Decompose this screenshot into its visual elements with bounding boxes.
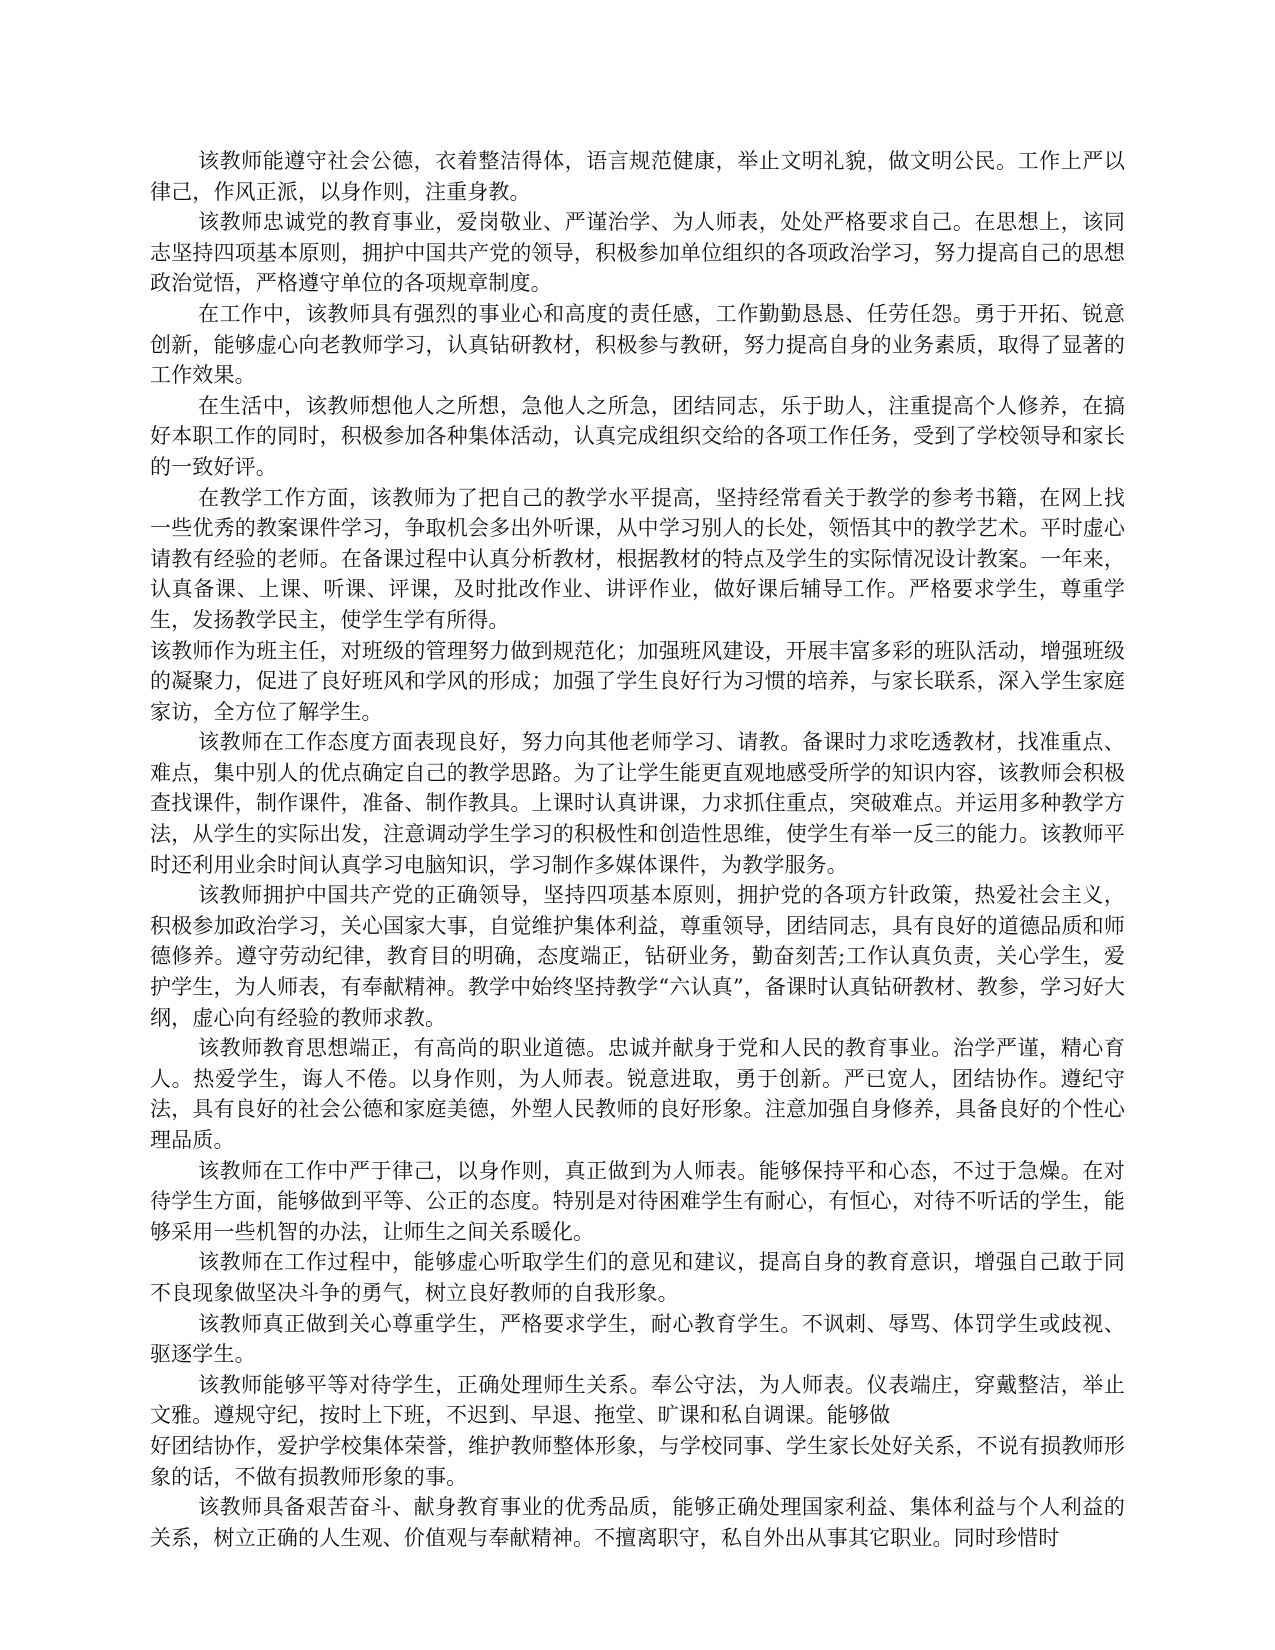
paragraph-self-discipline: 该教师在工作中严于律己，以身作则，真正做到为人师表。能够保持平和心态，不过于急燥。在对待学生方面，能够做到平等、公正的态度。特别是对待困难学生有耐心，有恒心，对待不听话的学生，能够采用一些机智的办法，让师生之间关系暖化。	[150, 1158, 1125, 1244]
paragraph-party-support: 该教师拥护中国共产党的正确领导，坚持四项基本原则，拥护党的各项方针政策，热爱社会主义，积极参加政治学习，关心国家大事，自觉维护集体利益，尊重领导，团结同志，具有良好的道德品质和师德修养。遵守劳动纪律，教育目的明确，态度端正，钻研业务，勤奋刻苦;工作认真负责，关心学生，爱护学生，为人师表，有奉献精神。教学中始终坚持教学“六认真”，备课时认真钻研教材、教参，学习好大纲，虚心向有经验的教师求教。	[150, 883, 1125, 1030]
paragraph-daily-life: 在生活中，该教师想他人之所想，急他人之所急，团结同志，乐于助人，注重提高个人修养，在搞好本职工作的同时，积极参加各种集体活动，认真完成组织交给的各项工作任务，受到了学校领导和家长的一致好评。	[150, 393, 1125, 479]
paragraph-teaching-work: 在教学工作方面，该教师为了把自己的教学水平提高，坚持经常看关于教学的参考书籍，在网上找一些优秀的教案课件学习，争取机会多出外听课，从中学习别人的长处，领悟其中的教学艺术。平时虚心请教有经验的老师。在备课过程中认真分析教材，根据教材的特点及学生的实际情况设计教案。一年来，认真备课、上课、听课、评课，及时批改作业、讲评作业，做好课后辅导工作。严格要求学生，尊重学生，发扬教学民主，使学生学有所得。	[150, 485, 1125, 632]
paragraph-dedication: 该教师具备艰苦奋斗、献身教育事业的优秀品质，能够正确处理国家利益、集体利益与个人利益的关系，树立正确的人生观、价值观与奉献精神。不擅离职守，私自外出从事其它职业。同时珍惜时	[150, 1495, 1125, 1550]
paragraph-work-attitude: 在工作中，该教师具有强烈的事业心和高度的责任感，工作勤勤恳恳、任劳任怨。勇于开拓、锐意创新，能够虚心向老教师学习，认真钻研教材，积极参与教研，努力提高自身的业务素质，取得了显著的工作效果。	[150, 301, 1125, 388]
paragraph-loyalty: 该教师忠诚党的教育事业，爱岗敬业、严谨治学、为人师表，处处严格要求自己。在思想上，该同志坚持四项基本原则，拥护中国共产党的领导，积极参加单位组织的各项政治学习，努力提高自己的思想政治觉悟，严格遵守单位的各项规章制度。	[150, 210, 1125, 296]
paragraph-teamwork: 好团结协作，爱护学校集体荣誉，维护教师整体形象，与学校同事、学生家长处好关系，不说有损教师形象的话，不做有损教师形象的事。	[150, 1433, 1125, 1489]
paragraph-social-ethics: 该教师能遵守社会公德，衣着整洁得体，语言规范健康，举止文明礼貌，做文明公民。工作上严以律己，作风正派，以身作则，注重身教。	[150, 149, 1125, 204]
document-body	[150, 146, 1125, 1553]
paragraph-teaching-methods: 该教师在工作态度方面表现良好，努力向其他老师学习、请教。备课时力求吃透教材，找准重点、难点，集中别人的优点确定自己的教学思路。为了让学生能更直观地感受所学的知识内容，该教师会积极查找课件，制作课件，准备、制作教具。上课时认真讲课，力求抓住重点，突破难点。并运用多种教学方法，从学生的实际出发，注意调动学生学习的积极性和创造性思维，使学生有举一反三的能力。该教师平时还利用业余时间认真学习电脑知识，学习制作多媒体课件，为教学服务。	[150, 730, 1125, 877]
paragraph-care-students: 该教师真正做到关心尊重学生，严格要求学生，耐心教育学生。不讽刺、辱骂、体罚学生或歧视、驱逐学生。	[150, 1311, 1125, 1367]
paragraph-fair-treatment: 该教师能够平等对待学生，正确处理师生关系。奉公守法，为人师表。仪表端庄，穿戴整洁，举止文雅。遵规守纪，按时上下班，不迟到、早退、拖堂、旷课和私自调课。能够做	[150, 1372, 1125, 1428]
paragraph-class-teacher: 该教师作为班主任，对班级的管理努力做到规范化；加强班风建设，开展丰富多彩的班队活动，增强班级的凝聚力，促进了良好班风和学风的形成；加强了学生良好行为习惯的培养，与家长联系，深入学生家庭家访，全方位了解学生。	[150, 638, 1125, 724]
paragraph-listening: 该教师在工作过程中，能够虚心听取学生们的意见和建议，提高自身的教育意识，增强自己敢于同不良现象做坚决斗争的勇气，树立良好教师的自我形象。	[150, 1250, 1125, 1305]
paragraph-professional-ethics: 该教师教育思想端正，有高尚的职业道德。忠诚并献身于党和人民的教育事业。治学严谨，精心育人。热爱学生，诲人不倦。以身作则，为人师表。锐意进取，勇于创新。严已宽人，团结协作。遵纪守法，具有良好的社会公德和家庭美德，外塑人民教师的良好形象。注意加强自身修养，具备良好的个性心理品质。	[150, 1036, 1125, 1152]
